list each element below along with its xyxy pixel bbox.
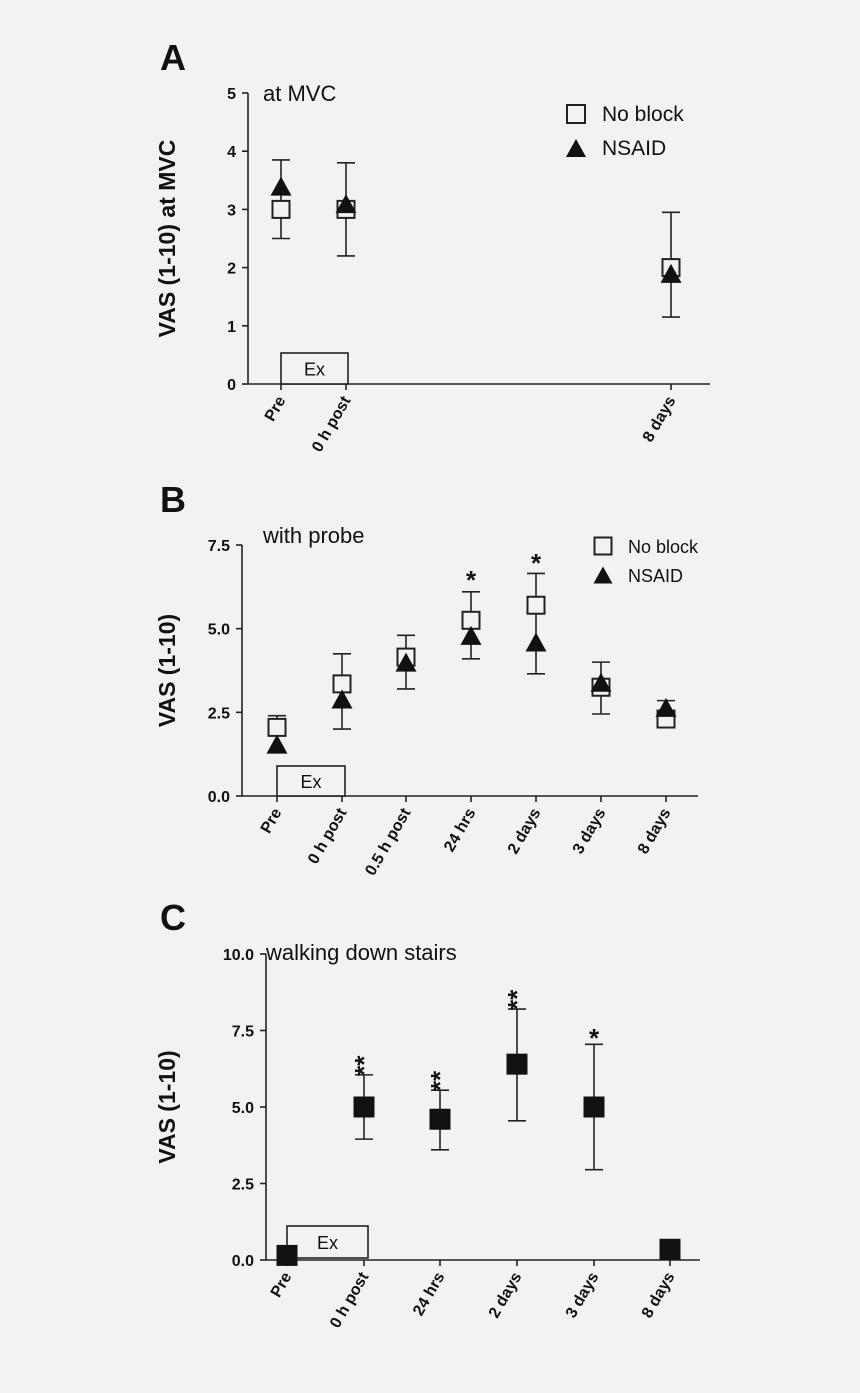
x-tick-label: 3 days	[569, 805, 610, 858]
panel-title: with probe	[263, 523, 365, 548]
x-tick-label: 0 h post	[305, 805, 351, 868]
exercise-label: Ex	[303, 359, 326, 380]
data-point-triangle	[271, 177, 292, 196]
data-point-filled-square	[354, 1097, 374, 1117]
data-point-filled-square	[660, 1239, 680, 1259]
data-point-filled-square	[277, 1245, 297, 1265]
x-tick-label: 24 hrs	[410, 1269, 449, 1319]
x-tick-label: 2 days	[485, 1269, 526, 1322]
x-tick-label: 0 h post	[309, 393, 355, 456]
x-tick-label: 8 days	[634, 805, 675, 858]
significance-marker: **	[349, 1055, 379, 1076]
series-no-block	[272, 160, 680, 317]
x-tick-label: 3 days	[562, 1269, 603, 1322]
y-tick-label: 0.0	[231, 1253, 254, 1270]
y-tick-label: 5	[227, 86, 236, 103]
legend	[566, 103, 684, 160]
panel-letter: A	[160, 37, 186, 78]
y-tick-label: 5.0	[231, 1100, 254, 1117]
panel-title: walking down stairs	[266, 940, 457, 965]
data-point-filled-square	[584, 1097, 604, 1117]
x-tick-label: Pre	[267, 1269, 296, 1301]
legend-swatch-open-square	[595, 538, 612, 555]
series-no-block	[268, 573, 675, 735]
y-axis-label: VAS (1-10)	[154, 613, 180, 728]
y-tick-label: 2.5	[231, 1176, 254, 1194]
x-tick-label: 8 days	[638, 1269, 679, 1322]
y-tick-label: 4	[227, 144, 236, 162]
panel-letter: C	[160, 897, 186, 938]
series-nsaid	[271, 177, 682, 283]
y-tick-label: 1	[227, 318, 236, 336]
legend-swatch-triangle	[566, 139, 586, 157]
y-tick-label: 0	[227, 377, 236, 394]
panel-b	[154, 479, 699, 879]
legend-label: NSAID	[602, 137, 667, 160]
significance-marker: *	[530, 548, 542, 579]
x-tick-label: Pre	[261, 393, 290, 425]
panel-letter: B	[160, 479, 186, 520]
panel-c	[154, 897, 700, 1331]
legend-swatch-triangle	[594, 567, 613, 584]
exercise-label: Ex	[300, 772, 322, 792]
y-tick-label: 3	[227, 202, 236, 220]
data-point-open-square	[269, 719, 286, 736]
x-tick-label: 2 days	[504, 805, 545, 858]
y-tick-label: 7.5	[207, 538, 230, 555]
legend-swatch-open-square	[567, 105, 585, 123]
y-axis-label: VAS (1-10)	[154, 1050, 180, 1164]
y-tick-label: 7.5	[231, 1023, 254, 1041]
data-point-filled-square	[507, 1054, 527, 1074]
x-tick-label: 0.5 h post	[362, 805, 415, 879]
data-point-open-square	[528, 597, 545, 614]
x-tick-label: 24 hrs	[441, 805, 480, 855]
legend	[594, 537, 700, 586]
x-tick-label: 0 h post	[327, 1269, 373, 1332]
significance-marker: *	[465, 564, 477, 595]
data-point-triangle	[526, 633, 547, 652]
panel-a	[154, 37, 710, 455]
significance-marker: *	[588, 1023, 600, 1054]
legend-label: No block	[602, 103, 684, 126]
panel-title: at MVC	[263, 81, 337, 106]
y-tick-label: 5.0	[207, 621, 230, 639]
y-tick-label: 2.5	[207, 705, 230, 723]
legend-label: No block	[628, 537, 699, 557]
exercise-label: Ex	[316, 1233, 339, 1253]
significance-marker: **	[502, 989, 532, 1011]
y-tick-label: 2	[227, 260, 236, 278]
data-point-triangle	[267, 735, 288, 754]
data-point-filled-square	[430, 1109, 450, 1129]
data-point-open-square	[273, 201, 290, 218]
y-tick-label: 0.0	[207, 789, 230, 806]
x-tick-label: 8 days	[639, 393, 680, 446]
y-axis-label: VAS (1-10) at MVC	[154, 139, 180, 338]
significance-marker: **	[425, 1070, 455, 1092]
x-tick-label: Pre	[257, 805, 286, 837]
legend-label: NSAID	[628, 566, 684, 586]
y-tick-label: 10.0	[222, 947, 254, 964]
